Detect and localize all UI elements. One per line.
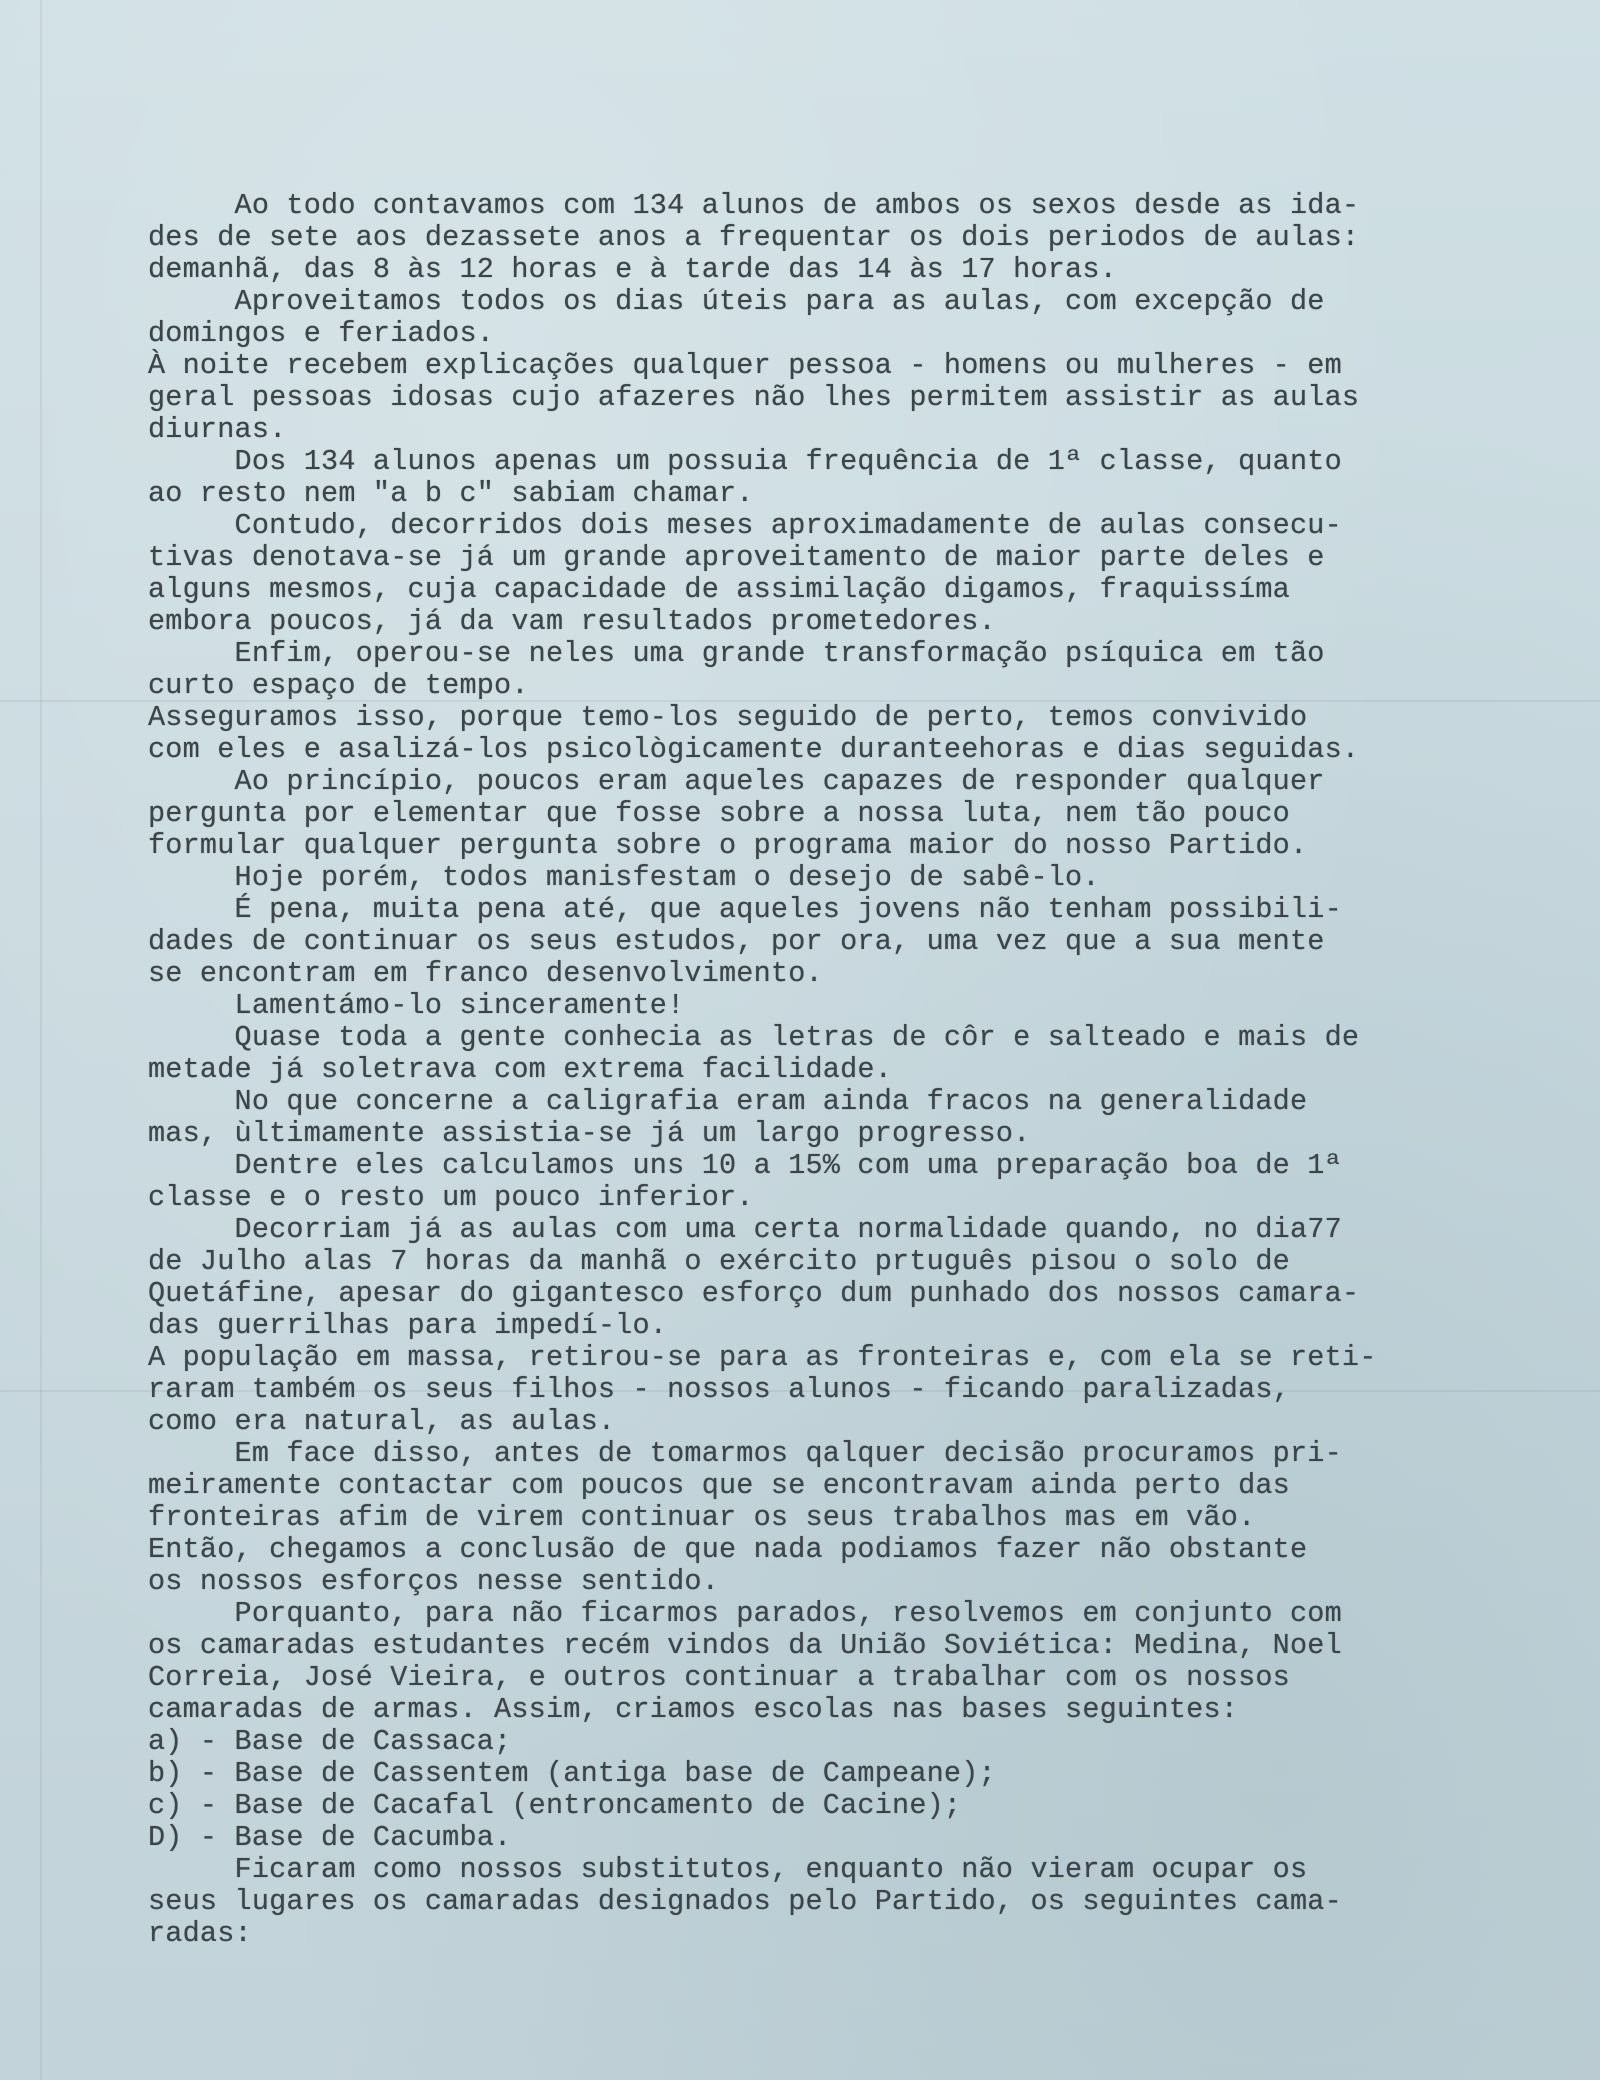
text-line: se encontram em franco desenvolvimento. xyxy=(148,957,823,990)
text-line: radas: xyxy=(148,1917,252,1950)
text-line: tivas denotava-se já um grande aproveitamento de maior parte deles e xyxy=(148,541,1325,574)
text-line: À noite recebem explicações qualquer pessoa - homens ou mulheres - em xyxy=(148,349,1342,382)
text-line: Então, chegamos a conclusão de que nada podiamos fazer não obstante xyxy=(148,1533,1308,1566)
text-line: domingos e feriados. xyxy=(148,317,495,350)
text-line: Ao princípio, poucos eram aqueles capazes de responder qualquer xyxy=(148,765,1325,798)
text-line: Dentre eles calculamos uns 10 a 15% com uma preparação boa de 1ª xyxy=(148,1149,1342,1182)
text-line: Contudo, decorridos dois meses aproximadamente de aulas consecu- xyxy=(148,509,1342,542)
text-line: mas, ùltimamente assistia-se já um largo progresso. xyxy=(148,1117,1031,1150)
text-line: fronteiras afim de virem continuar os seus trabalhos mas em vão. xyxy=(148,1501,1256,1534)
document-body xyxy=(148,190,1588,1950)
text-line: É pena, muita pena até, que aqueles jovens não tenham possibili- xyxy=(148,893,1342,926)
text-line: Em face disso, antes de tomarmos qalquer decisão procuramos pri- xyxy=(148,1437,1342,1470)
text-line: des de sete aos dezassete anos a frequentar os dois periodos de aulas: xyxy=(148,221,1360,254)
text-line: alguns mesmos, cuja capacidade de assimilação digamos, fraquissíma xyxy=(148,573,1290,606)
text-line: Quetáfine, apesar do gigantesco esforço dum punhado dos nossos camara- xyxy=(148,1277,1360,1310)
text-line: geral pessoas idosas cujo afazeres não lhes permitem assistir as aulas xyxy=(148,381,1360,414)
text-line: ao resto nem "a b c" sabiam chamar. xyxy=(148,477,754,510)
text-line: pergunta por elementar que fosse sobre a nossa luta, nem tão pouco xyxy=(148,797,1290,830)
paper-edge-shadow xyxy=(40,0,42,2080)
text-line: Ficaram como nossos substitutos, enquanto não vieram ocupar os xyxy=(148,1853,1308,1886)
text-line: Aproveitamos todos os dias úteis para as aulas, com excepção de xyxy=(148,285,1325,318)
text-line: Lamentámo-lo sinceramente! xyxy=(148,989,685,1022)
text-line: a) - Base de Cassaca; xyxy=(148,1725,512,1758)
text-line: c) - Base de Cacafal (entroncamento de Cacine); xyxy=(148,1789,962,1822)
text-line: Asseguramos isso, porque temo-los seguido de perto, temos convivido xyxy=(148,701,1308,734)
text-line: D) - Base de Cacumba. xyxy=(148,1821,512,1854)
text-line: Dos 134 alunos apenas um possuia frequência de 1ª classe, quanto xyxy=(148,445,1342,478)
text-line: os camaradas estudantes recém vindos da União Soviética: Medina, Noel xyxy=(148,1629,1342,1662)
text-line: camaradas de armas. Assim, criamos escolas nas bases seguintes: xyxy=(148,1693,1239,1726)
text-line: com eles e asalizá-los psicològicamente duranteehoras e dias seguidas. xyxy=(148,733,1360,766)
text-line: curto espaço de tempo. xyxy=(148,669,529,702)
text-line: Correia, José Vieira, e outros continuar a trabalhar com os nossos xyxy=(148,1661,1290,1694)
text-line: Enfim, operou-se neles uma grande transformação psíquica em tão xyxy=(148,637,1325,670)
text-line: embora poucos, já da vam resultados prometedores. xyxy=(148,605,996,638)
text-line: dades de continuar os seus estudos, por ora, uma vez que a sua mente xyxy=(148,925,1325,958)
text-line: Hoje porém, todos manisfestam o desejo de sabê-lo. xyxy=(148,861,1100,894)
text-line: formular qualquer pergunta sobre o programa maior do nosso Partido. xyxy=(148,829,1308,862)
text-line: como era natural, as aulas. xyxy=(148,1405,616,1438)
text-line: b) - Base de Cassentem (antiga base de Campeane); xyxy=(148,1757,996,1790)
text-line: metade já soletrava com extrema facilidade. xyxy=(148,1053,893,1086)
text-line: A população em massa, retirou-se para as fronteiras e, com ela se reti- xyxy=(148,1341,1377,1374)
text-line: Decorriam já as aulas com uma certa normalidade quando, no dia77 xyxy=(148,1213,1342,1246)
text-line: das guerrilhas para impedí-lo. xyxy=(148,1309,668,1342)
text-line: diurnas. xyxy=(148,413,287,446)
text-line: os nossos esforços nesse sentido. xyxy=(148,1565,719,1598)
text-line: Quase toda a gente conhecia as letras de côr e salteado e mais de xyxy=(148,1021,1360,1054)
text-line: raram também os seus filhos - nossos alunos - ficando paralizadas, xyxy=(148,1373,1290,1406)
text-line: de Julho alas 7 horas da manhã o exército prtuguês pisou o solo de xyxy=(148,1245,1290,1278)
text-line: Ao todo contavamos com 134 alunos de ambos os sexos desde as ida- xyxy=(148,189,1360,222)
text-line: classe e o resto um pouco inferior. xyxy=(148,1181,754,1214)
text-line: seus lugares os camaradas designados pelo Partido, os seguintes cama- xyxy=(148,1885,1342,1918)
text-line: meiramente contactar com poucos que se encontravam ainda perto das xyxy=(148,1469,1290,1502)
text-line: Porquanto, para não ficarmos parados, resolvemos em conjunto com xyxy=(148,1597,1342,1630)
text-line: No que concerne a caligrafia eram ainda fracos na generalidade xyxy=(148,1085,1308,1118)
text-line: demanhã, das 8 às 12 horas e à tarde das 14 às 17 horas. xyxy=(148,253,1117,286)
